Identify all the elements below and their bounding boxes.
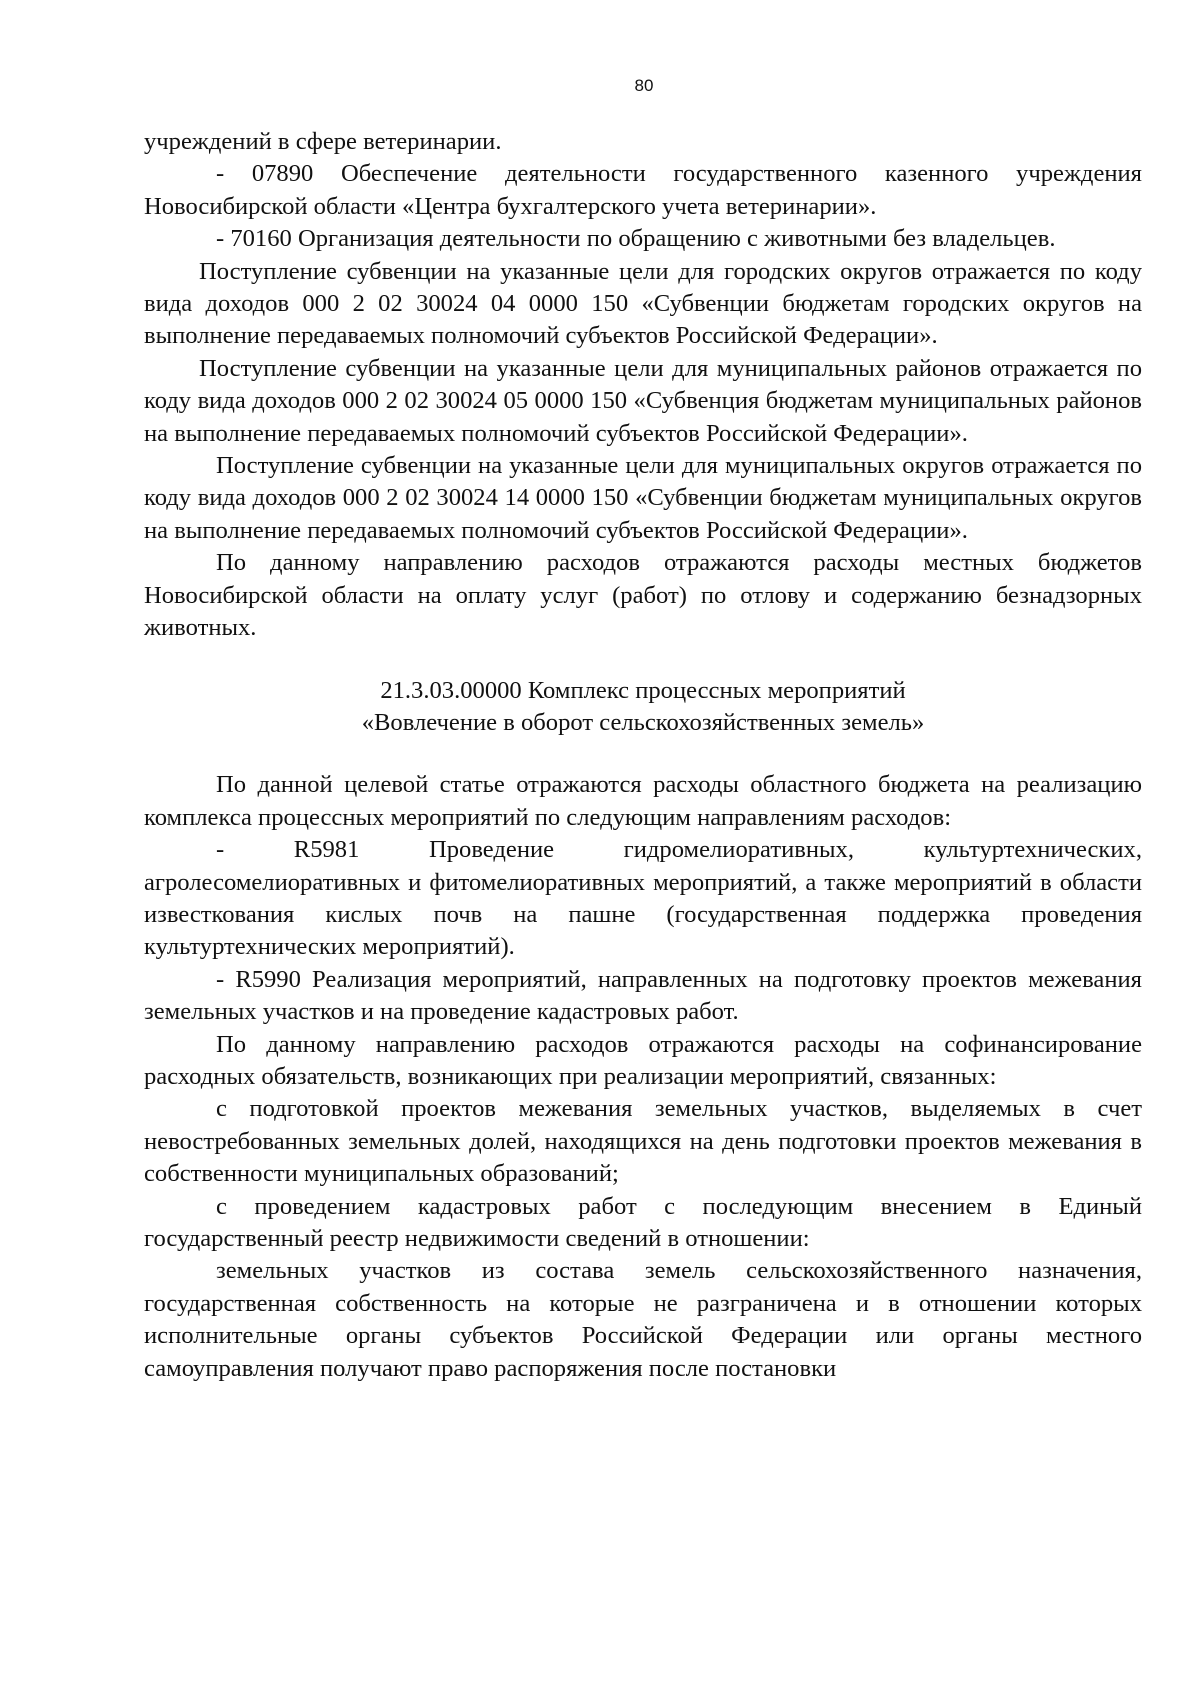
spacer <box>144 739 1142 769</box>
paragraph: с проведением кадастровых работ с последующим внесением в Единый государственный реестр недвижимости сведений в отношении: <box>144 1192 1142 1252</box>
document-body <box>144 126 1142 1385</box>
section-heading-line-2: «Вовлечение в оборот сельскохозяйственных земель» <box>361 708 925 736</box>
paragraph: По данному направлению расходов отражаются расходы на софинансирование расходных обязательств, возникающих при реализации мероприятий, связанных: <box>144 1030 1142 1090</box>
paragraph: Поступление субвенции на указанные цели для муниципальных округов отражается по коду вида доходов 000 2 02 30024 14 0000 150 «Субвенции бюджетам муниципальных округов на выполнение передаваемых полномочий субъектов Российской Федерации». <box>144 452 1142 544</box>
list-item: - R5990 Реализация мероприятий, направленных на подготовку проектов межевания земельных участков и на проведение кадастровых работ. <box>144 965 1142 1026</box>
list-item: - R5981 Проведение гидромелиоративных, культуртехнических, агролесомелиоративных и фитомелиоративных мероприятий, а также мероприятий в области известкования кислых почв на пашне (государственная поддержка проведения культуртехнических мероприятий). <box>144 836 1142 961</box>
paragraph: Поступление субвенции на указанные цели для муниципальных районов отражается по коду вида доходов 000 2 02 30024 05 0000 150 «Субвенция бюджетам муниципальных районов на выполнение передаваемых полномочий субъектов Российской Федерации». <box>144 354 1142 447</box>
list-item: - 07890 Обеспечение деятельности государственного казенного учреждения Новосибирской области «Центра бухгалтерского учета ветеринарии». <box>144 160 1142 220</box>
paragraph: с подготовкой проектов межевания земельных участков, выделяемых в счет невостребованных земельных долей, находящихся на день подготовки проектов межевания в собственности муниципальных образований; <box>144 1095 1142 1188</box>
list-item: - 70160 Организация деятельности по обращению с животными без владельцев. <box>216 225 1056 253</box>
paragraph: По данной целевой статье отражаются расходы областного бюджета на реализацию комплекса процессных мероприятий по следующим направлениям расходов: <box>144 771 1142 831</box>
page-number: 80 <box>634 76 654 95</box>
spacer <box>144 645 1142 675</box>
section-heading-line-1: 21.3.03.00000 Комплекс процессных мероприятий <box>380 676 906 704</box>
paragraph: учреждений в сфере ветеринарии. <box>144 128 502 155</box>
paragraph: Поступление субвенции на указанные цели для городских округов отражается по коду вида доходов 000 2 02 30024 04 0000 150 «Субвенции бюджетам городских округов на выполнение передаваемых полномочий субъектов Российской Федерации». <box>144 257 1142 350</box>
paragraph: земельных участков из состава земель сельскохозяйственного назначения, государственная собственность на которые не разграничена и в отношении которых исполнительные органы субъектов Российской Федерации или органы местного самоуправления получают право распоряжения после постановки <box>144 1257 1142 1382</box>
paragraph: По данному направлению расходов отражаются расходы местных бюджетов Новосибирской области на оплату услуг (работ) по отлову и содержанию безнадзорных животных. <box>144 549 1142 642</box>
